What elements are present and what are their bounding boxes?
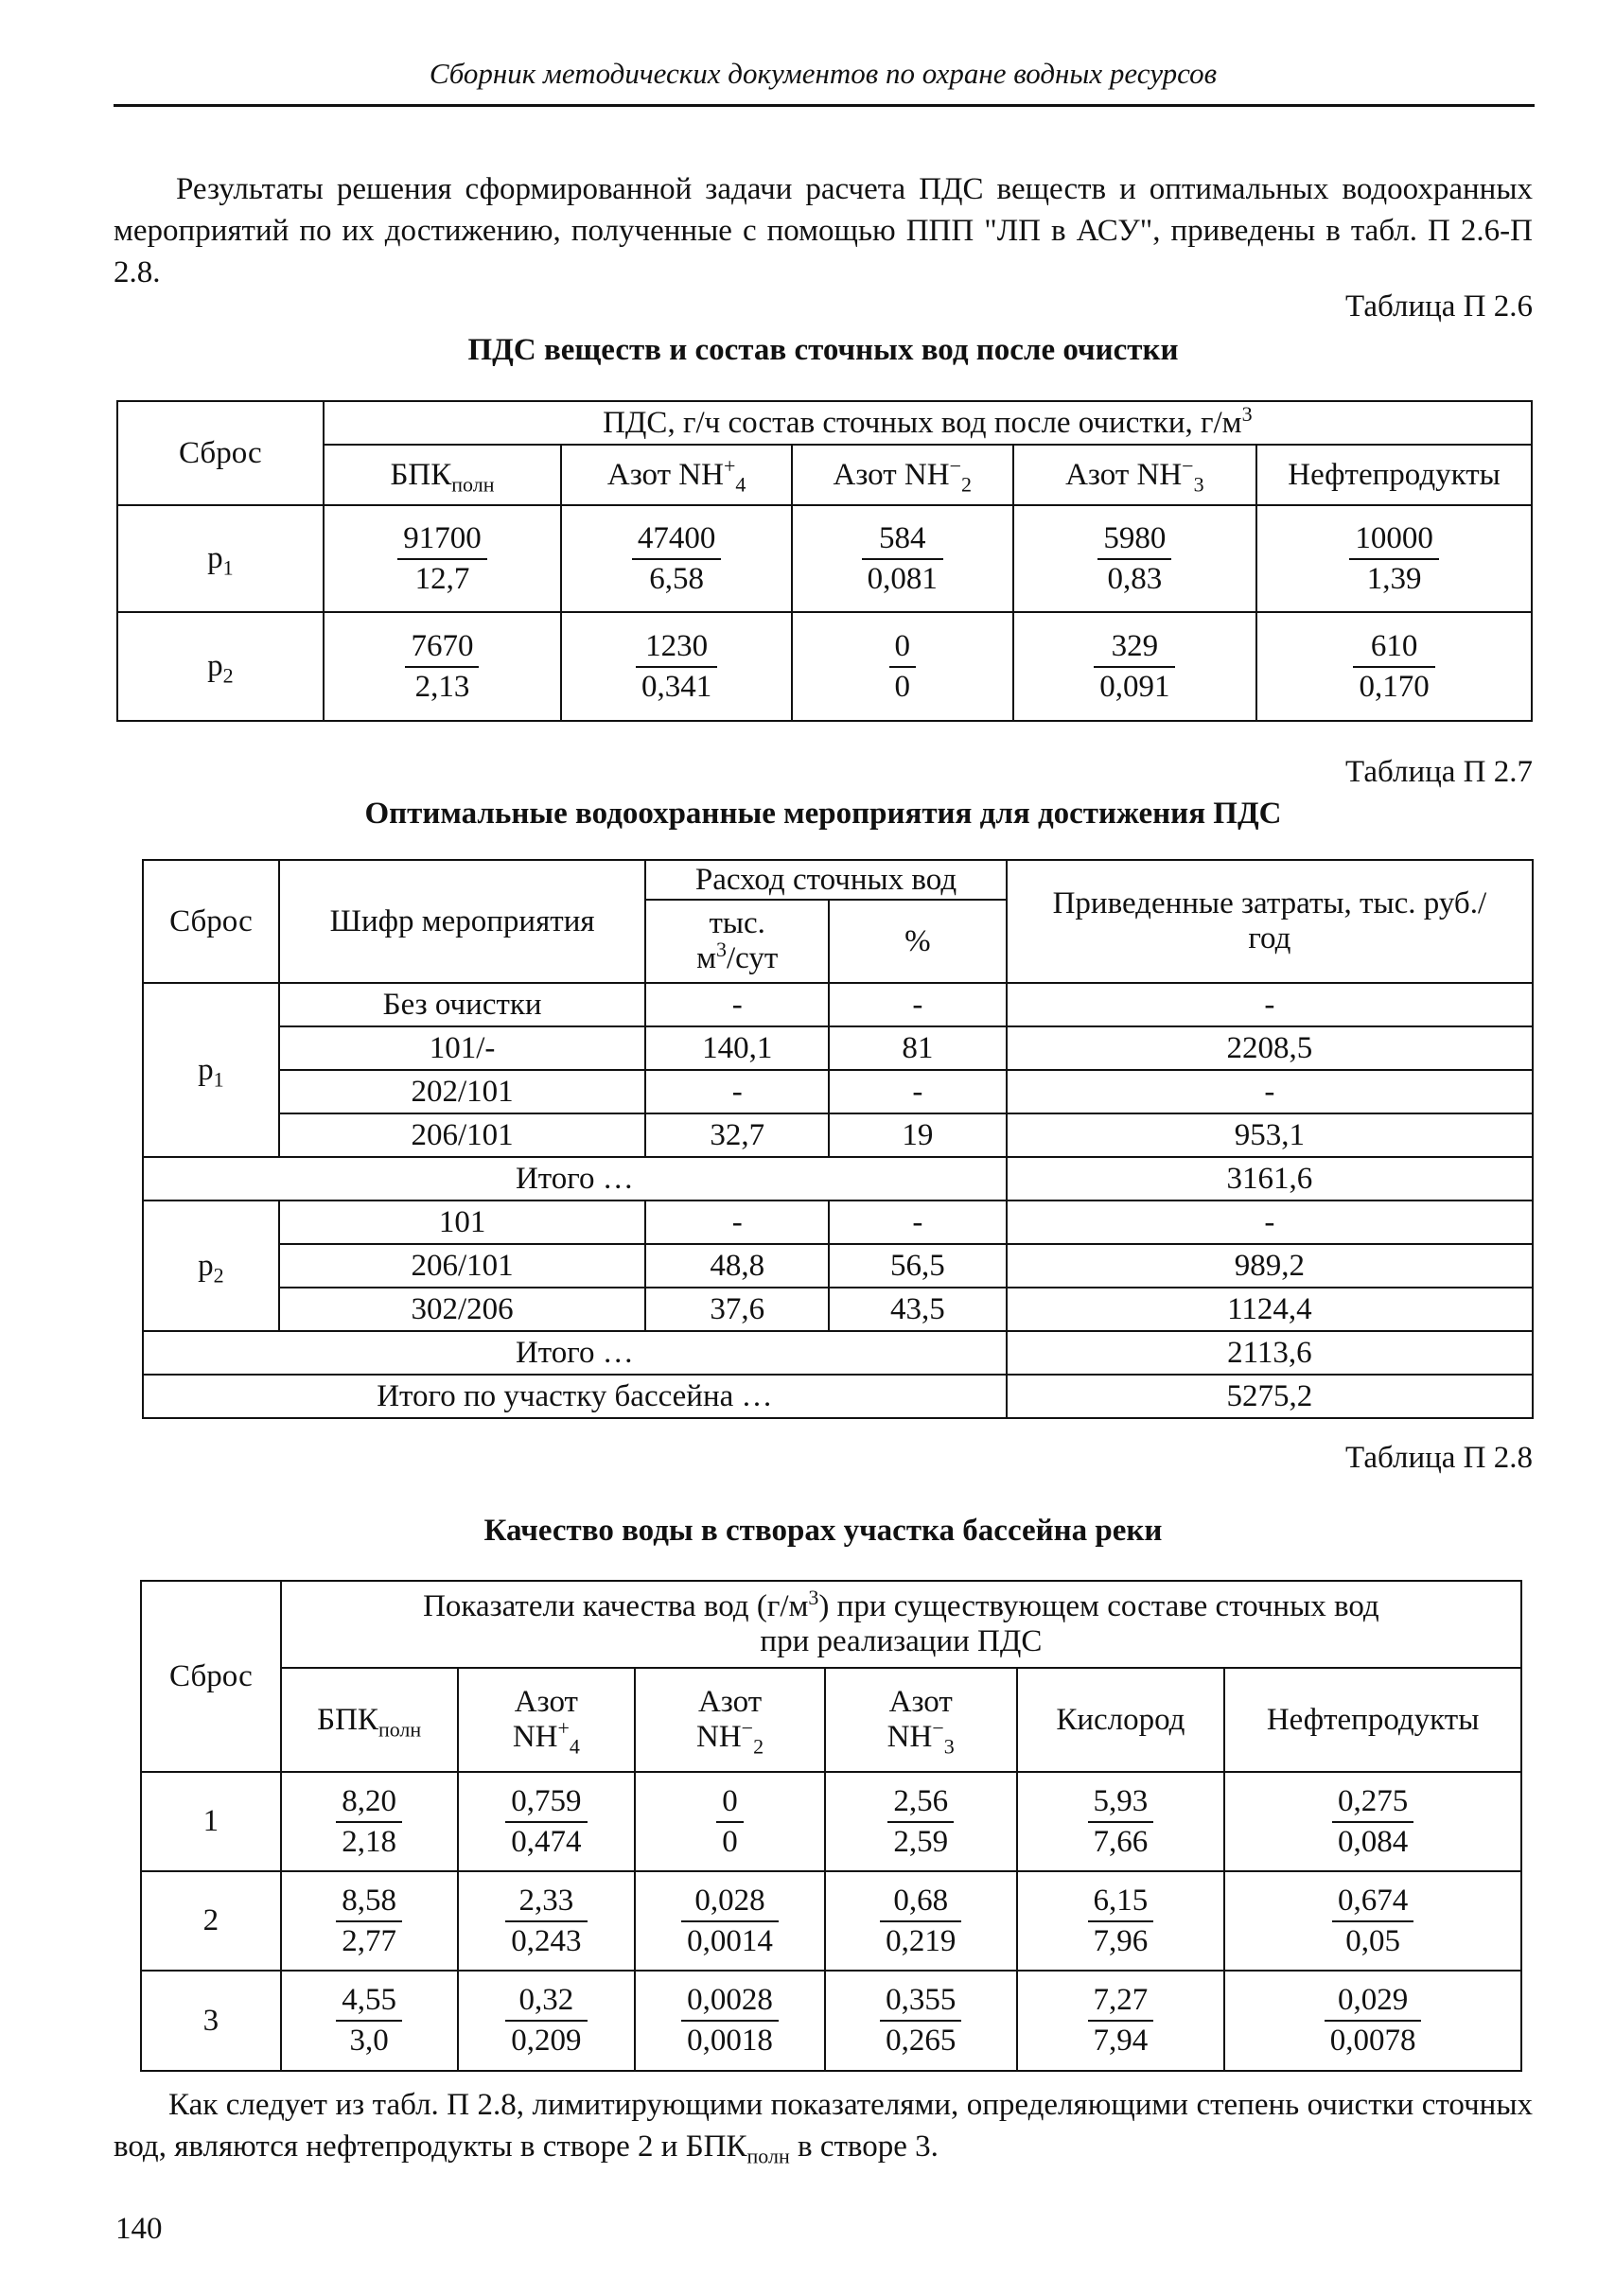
t26-header-discharge: Сброс xyxy=(117,401,324,505)
t27-cell: - xyxy=(829,1201,1007,1244)
t28-header-discharge: Сброс xyxy=(141,1581,281,1772)
t27-cell: - xyxy=(1007,1201,1533,1244)
t27-cell: - xyxy=(645,983,829,1026)
table-row xyxy=(143,1070,1533,1113)
t28-row-label: 1 xyxy=(141,1772,281,1871)
t28-cell: $\frac{7,27}{7,94}$ xyxy=(1017,1971,1225,2071)
t27-cell: 206/101 xyxy=(279,1244,645,1288)
t27-cell: 302/206 xyxy=(279,1288,645,1331)
table-2-7-title: Оптимальные водоохранные мероприятия для достижения ПДС xyxy=(364,797,1282,831)
t27-header-percent: % xyxy=(829,900,1007,983)
t28-header-nh4: Азот $NH^+_4$ xyxy=(458,1668,636,1772)
table-2-6-number: Таблица П 2.6 xyxy=(1345,289,1533,324)
t26-header-nh4: Азот $NH^+_4$ xyxy=(561,445,792,505)
t27-cell: Без очистки xyxy=(279,983,645,1026)
t27-cell: 101/- xyxy=(279,1026,645,1070)
t27-cell: 32,7 xyxy=(645,1113,829,1157)
t27-header-flow-unit: тыс. $м^3$/сут xyxy=(645,900,829,983)
t27-cell: 140,1 xyxy=(645,1026,829,1070)
t27-cell: 1124,4 xyxy=(1007,1288,1533,1331)
t27-header-flow: Расход сточных вод xyxy=(645,860,1006,900)
t27-cell: - xyxy=(1007,1070,1533,1113)
t27-p2-total-label: Итого … xyxy=(143,1331,1007,1375)
t27-cell: 202/101 xyxy=(279,1070,645,1113)
t27-p1-total-label: Итого … xyxy=(143,1157,1007,1201)
t27-header-cost: Приведенные затраты, тыс. руб./год xyxy=(1007,860,1533,983)
t28-header-nh2: Азот $NH^-_2$ xyxy=(635,1668,825,1772)
t26-cell: $\frac{5980}{0,83}$ xyxy=(1013,505,1257,612)
table-row xyxy=(117,505,1532,612)
t28-cell: $\frac{0,029}{0,0078}$ xyxy=(1224,1971,1521,2071)
t28-cell: $\frac{0,32}{0,209}$ xyxy=(458,1971,636,2071)
t27-basin-total: 5275,2 xyxy=(1007,1375,1533,1418)
t28-cell: $\frac{8,20}{2,18}$ xyxy=(281,1772,458,1871)
t28-cell: $\frac{0,028}{0,0014}$ xyxy=(635,1871,825,1971)
table-2-8-number: Таблица П 2.8 xyxy=(1345,1441,1533,1475)
table-row xyxy=(143,1113,1533,1157)
t28-cell: $\frac{6,15}{7,96}$ xyxy=(1017,1871,1225,1971)
t27-cell: 206/101 xyxy=(279,1113,645,1157)
t26-header-nh2: Азот $NH^-_2$ xyxy=(792,445,1013,505)
t28-cell: $\frac{0,759}{0,474}$ xyxy=(458,1772,636,1871)
table-row xyxy=(143,1201,1533,1244)
t26-header-nh3: Азот $NH^-_3$ xyxy=(1013,445,1257,505)
table-row xyxy=(143,983,1533,1026)
t27-basin-total-label: Итого по участку бассейна … xyxy=(143,1375,1007,1418)
t28-cell: $\frac{0,275}{0,084}$ xyxy=(1224,1772,1521,1871)
t26-cell: $\frac{47400}{6,58}$ xyxy=(561,505,792,612)
t27-header-code: Шифр мероприятия xyxy=(279,860,645,983)
table-row xyxy=(117,612,1532,721)
t28-row-label: 2 xyxy=(141,1871,281,1971)
table-row xyxy=(143,1157,1533,1201)
t26-header-oil: Нефтепродукты xyxy=(1256,445,1532,505)
t27-p1-total: 3161,6 xyxy=(1007,1157,1533,1201)
t27-cell: 101 xyxy=(279,1201,645,1244)
t28-cell: $\frac{0,674}{0,05}$ xyxy=(1224,1871,1521,1971)
t27-cell: 56,5 xyxy=(829,1244,1007,1288)
header-rule xyxy=(114,104,1535,107)
table-row xyxy=(143,1288,1533,1331)
t27-cell: - xyxy=(1007,983,1533,1026)
t28-cell: $\frac{0,68}{0,219}$ xyxy=(825,1871,1017,1971)
table-2-6-title: ПДС веществ и состав сточных вод после очистки xyxy=(467,333,1179,367)
table-row xyxy=(143,1375,1533,1418)
t27-cell: 48,8 xyxy=(645,1244,829,1288)
t28-header-oil: Нефтепродукты xyxy=(1224,1668,1521,1772)
intro-paragraph: Результаты решения сформированной задачи расчета ПДС веществ и оптимальных водоохранных мероприятий по их достижению, полученные с помощью ППП "ЛП в АСУ", приведены в табл. П 2.6-П 2.8. xyxy=(114,172,1533,289)
t27-group-label: $p_1$ xyxy=(143,983,279,1157)
t28-cell: $\frac{2,33}{0,243}$ xyxy=(458,1871,636,1971)
t26-cell: $\frac{91700}{12,7}$ xyxy=(324,505,562,612)
t28-cell: $\frac{0,0028}{0,0018}$ xyxy=(635,1971,825,2071)
t28-cell: $\frac{5,93}{7,66}$ xyxy=(1017,1772,1225,1871)
table-row xyxy=(141,1871,1521,1971)
t27-cell: - xyxy=(829,1070,1007,1113)
t26-cell: $\frac{7670}{2,13}$ xyxy=(324,612,562,721)
table-row xyxy=(141,1772,1521,1871)
t27-cell: 43,5 xyxy=(829,1288,1007,1331)
t28-cell: $\frac{2,56}{2,59}$ xyxy=(825,1772,1017,1871)
t28-header-group: Показатели качества вод $(г/м^3)$ при существующем составе сточных вод при реализации ПДС xyxy=(281,1581,1521,1668)
t26-cell: $\frac{0}{0}$ xyxy=(792,612,1013,721)
t28-header-bpk: $БПК_{полн}$ xyxy=(281,1668,458,1772)
conclusion-paragraph: Как следует из табл. П 2.8, лимитирующими показателями, определяющими степень очистки сточных вод, являются нефтепродукты в створе 2 и $БПК_{полн}$ в створе 3. xyxy=(114,2088,1533,2168)
table-2-7 xyxy=(142,859,1534,1419)
t28-header-oxygen: Кислород xyxy=(1017,1668,1225,1772)
t27-cell: 989,2 xyxy=(1007,1244,1533,1288)
table-2-7-number: Таблица П 2.7 xyxy=(1345,755,1533,789)
t27-cell: 953,1 xyxy=(1007,1113,1533,1157)
t26-cell: $\frac{329}{0,091}$ xyxy=(1013,612,1257,721)
table-row xyxy=(143,1026,1533,1070)
t28-cell: $\frac{4,55}{3,0}$ xyxy=(281,1971,458,2071)
t27-cell: 19 xyxy=(829,1113,1007,1157)
t27-group-label: $p_2$ xyxy=(143,1201,279,1331)
t26-cell: $\frac{584}{0,081}$ xyxy=(792,505,1013,612)
t26-cell: $\frac{610}{0,170}$ xyxy=(1256,612,1532,721)
t28-cell: $\frac{8,58}{2,77}$ xyxy=(281,1871,458,1971)
t26-row-label: $p_1$ xyxy=(117,505,324,612)
table-row xyxy=(141,1971,1521,2071)
t27-cell: 37,6 xyxy=(645,1288,829,1331)
t26-header-group: ПДС, г/ч состав сточных вод после очистки, $г/м^3$ xyxy=(324,401,1532,445)
t27-cell: - xyxy=(829,983,1007,1026)
page-number: 140 xyxy=(115,2212,163,2246)
t27-cell: 2208,5 xyxy=(1007,1026,1533,1070)
t27-cell: - xyxy=(645,1201,829,1244)
table-2-6 xyxy=(116,400,1533,722)
t27-p2-total: 2113,6 xyxy=(1007,1331,1533,1375)
running-header: Сборник методических документов по охране водных ресурсов xyxy=(429,57,1218,90)
t26-row-label: $p_2$ xyxy=(117,612,324,721)
t28-header-nh3: Азот $NH^-_3$ xyxy=(825,1668,1017,1772)
table-2-8 xyxy=(140,1580,1522,2072)
table-row xyxy=(143,1244,1533,1288)
t28-cell: $\frac{0}{0}$ xyxy=(635,1772,825,1871)
t28-cell: $\frac{0,355}{0,265}$ xyxy=(825,1971,1017,2071)
t27-cell: 81 xyxy=(829,1026,1007,1070)
t26-header-bpk: $БПК_{полн}$ xyxy=(324,445,562,505)
t26-cell: $\frac{1230}{0,341}$ xyxy=(561,612,792,721)
t27-cell: - xyxy=(645,1070,829,1113)
t26-cell: $\frac{10000}{1,39}$ xyxy=(1256,505,1532,612)
t28-row-label: 3 xyxy=(141,1971,281,2071)
table-2-8-title: Качество воды в створах участка бассейна реки xyxy=(483,1514,1163,1548)
t27-header-discharge: Сброс xyxy=(143,860,279,983)
table-row xyxy=(143,1331,1533,1375)
